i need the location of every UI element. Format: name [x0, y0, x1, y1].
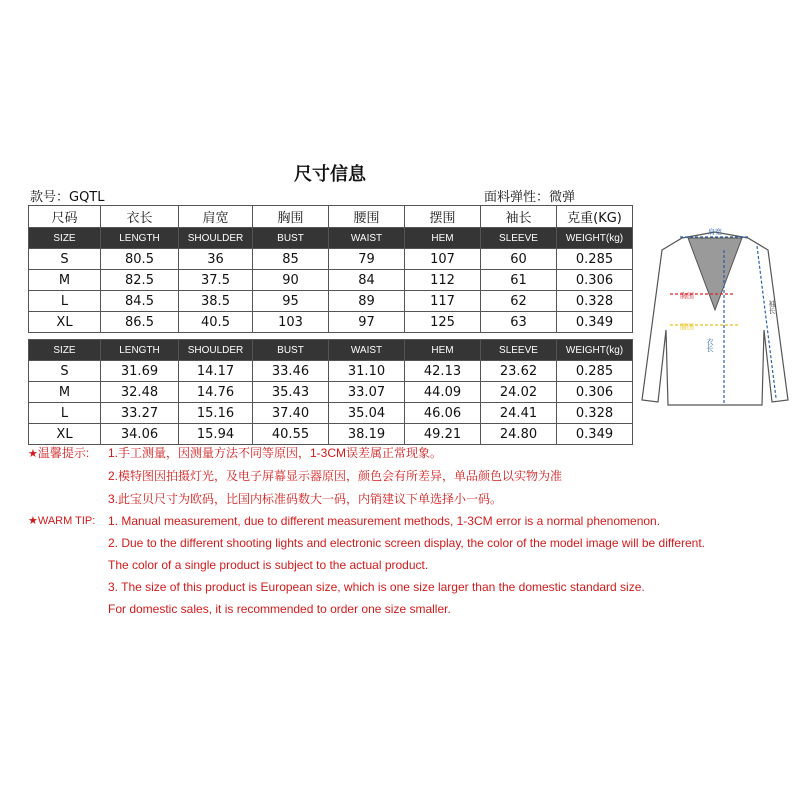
table-cell: 0.285	[557, 249, 633, 270]
table-cell: 37.40	[253, 403, 329, 424]
table-cell: 79	[329, 249, 405, 270]
table-cell: 85	[253, 249, 329, 270]
header-cell: 腰围	[329, 206, 405, 228]
header-cell: SIZE	[29, 228, 101, 249]
header-cell: BUST	[253, 228, 329, 249]
table-cell: 35.43	[253, 382, 329, 403]
table-row	[29, 424, 633, 445]
header-cell: 肩宽	[179, 206, 253, 228]
star-icon: ★	[28, 515, 38, 527]
table-cell: 0.328	[557, 291, 633, 312]
bust-label: 胸围	[680, 292, 694, 300]
header-cell: 尺码	[29, 206, 101, 228]
table-cell: M	[29, 382, 101, 403]
header-cell: WAIST	[329, 228, 405, 249]
note-en-5: For domestic sales, it is recommended to order one size smaller.	[108, 602, 451, 616]
style-number: 款号：GQTL	[30, 190, 105, 205]
note-zh-3: 3.此宝贝尺寸为欧码，比国内标准码数大一码，内销建议下单选择小一码。	[108, 492, 503, 506]
header-cell: SHOULDER	[179, 340, 253, 361]
table-cell: XL	[29, 312, 101, 333]
note-en-4: 3. The size of this product is European size, which is one size larger than the domestic standard size.	[108, 580, 645, 594]
table-cell: 90	[253, 270, 329, 291]
length-label: 衣长	[706, 338, 714, 352]
table-cell: 40.55	[253, 424, 329, 445]
table-cell: 112	[405, 270, 481, 291]
table-cell: S	[29, 249, 101, 270]
header-cell: SIZE	[29, 340, 101, 361]
table-cell: 15.16	[179, 403, 253, 424]
table-row	[29, 291, 633, 312]
header-cell: BUST	[253, 340, 329, 361]
table-cell: 38.5	[179, 291, 253, 312]
header-cell: HEM	[405, 228, 481, 249]
table-row	[29, 403, 633, 424]
table-cell: 15.94	[179, 424, 253, 445]
table-cell: 24.02	[481, 382, 557, 403]
table-cell: 33.07	[329, 382, 405, 403]
table-cell: 24.41	[481, 403, 557, 424]
table-cell: 38.19	[329, 424, 405, 445]
warm-tip-zh-text: 温馨提示:	[37, 446, 90, 460]
table-cell: 40.5	[179, 312, 253, 333]
table-cell: 0.328	[557, 403, 633, 424]
table-cell: 63	[481, 312, 557, 333]
table-cell: 107	[405, 249, 481, 270]
header-cell: WEIGHT(kg)	[557, 228, 633, 249]
table-cell: 24.80	[481, 424, 557, 445]
table-cell: 37.5	[179, 270, 253, 291]
table-cell: 95	[253, 291, 329, 312]
sleeve-label: 袖长	[768, 300, 776, 314]
header-cell: SLEEVE	[481, 228, 557, 249]
table-cell: 89	[329, 291, 405, 312]
header-row-en	[29, 228, 633, 249]
table-cell: 84	[329, 270, 405, 291]
table-cell: 32.48	[101, 382, 179, 403]
table-cell: 125	[405, 312, 481, 333]
shoulder-label: 肩宽	[708, 228, 722, 236]
note-en-3: The color of a single product is subject to the actual product.	[108, 558, 429, 572]
note-en-2: 2. Due to the different shooting lights and electronic screen display, the color of the model image will be different.	[108, 536, 706, 550]
table-cell: 82.5	[101, 270, 179, 291]
header-cell: 克重(KG)	[557, 206, 633, 228]
star-icon: ★	[28, 448, 38, 460]
header-cell: WAIST	[329, 340, 405, 361]
warm-tip-en-text: WARM TIP:	[37, 515, 96, 527]
header-cell: LENGTH	[101, 228, 179, 249]
table-row	[29, 382, 633, 403]
table-cell: 62	[481, 291, 557, 312]
page-title: 尺寸信息	[294, 164, 366, 185]
note-en-1: 1. Manual measurement, due to different measurement methods, 1-3CM error is a normal phenomenon.	[108, 514, 661, 528]
table-cell: 23.62	[481, 361, 557, 382]
header-cell: SHOULDER	[179, 228, 253, 249]
table-cell: XL	[29, 424, 101, 445]
table-cell: 42.13	[405, 361, 481, 382]
note-zh-1: 1.手工测量，因测量方法不同等原因，1-3CM误差属正常现象。	[108, 446, 443, 460]
waist-label: 腰围	[680, 323, 694, 331]
table-cell: 0.306	[557, 382, 633, 403]
table-cell: 44.09	[405, 382, 481, 403]
table-row	[29, 312, 633, 333]
table-row	[29, 270, 633, 291]
note-zh-2: 2.模特图因拍摄灯光，及电子屏幕显示器原因，颜色会有所差异，单品颜色以实物为准	[108, 469, 563, 483]
table-cell: 86.5	[101, 312, 179, 333]
header-cell: 衣长	[101, 206, 179, 228]
table-cell: 60	[481, 249, 557, 270]
table-cell: L	[29, 403, 101, 424]
table-cell: 14.17	[179, 361, 253, 382]
table-cell: 0.349	[557, 424, 633, 445]
garment-measurement-diagram	[640, 210, 790, 420]
table-cell: 31.10	[329, 361, 405, 382]
table-cell: 117	[405, 291, 481, 312]
header-cell: HEM	[405, 340, 481, 361]
header-cell: 摆围	[405, 206, 481, 228]
size-table-cm	[28, 205, 633, 333]
size-table-inch	[28, 339, 633, 445]
header-row-zh	[29, 206, 633, 228]
table-cell: 46.06	[405, 403, 481, 424]
table-cell: 84.5	[101, 291, 179, 312]
garment-svg	[640, 210, 790, 420]
warm-tip-zh-label	[28, 444, 89, 461]
header-row-en	[29, 340, 633, 361]
warm-tip-en-label	[28, 514, 95, 527]
header-cell: WEIGHT(kg)	[557, 340, 633, 361]
table-cell: 31.69	[101, 361, 179, 382]
table-cell: 33.46	[253, 361, 329, 382]
table-cell: 35.04	[329, 403, 405, 424]
table-cell: 80.5	[101, 249, 179, 270]
header-cell: 胸围	[253, 206, 329, 228]
table-row	[29, 361, 633, 382]
table-cell: 97	[329, 312, 405, 333]
table-cell: 34.06	[101, 424, 179, 445]
table-cell: 61	[481, 270, 557, 291]
table-cell: 14.76	[179, 382, 253, 403]
table-cell: L	[29, 291, 101, 312]
header-cell: 袖长	[481, 206, 557, 228]
table-row	[29, 249, 633, 270]
table-cell: 0.306	[557, 270, 633, 291]
header-cell: LENGTH	[101, 340, 179, 361]
table-cell: 0.285	[557, 361, 633, 382]
table-cell: 49.21	[405, 424, 481, 445]
table-cell: S	[29, 361, 101, 382]
table-cell: 103	[253, 312, 329, 333]
table-cell: 33.27	[101, 403, 179, 424]
table-cell: 0.349	[557, 312, 633, 333]
fabric-elasticity: 面料弹性：微弹	[484, 190, 576, 205]
table-cell: 36	[179, 249, 253, 270]
table-cell: M	[29, 270, 101, 291]
header-cell: SLEEVE	[481, 340, 557, 361]
